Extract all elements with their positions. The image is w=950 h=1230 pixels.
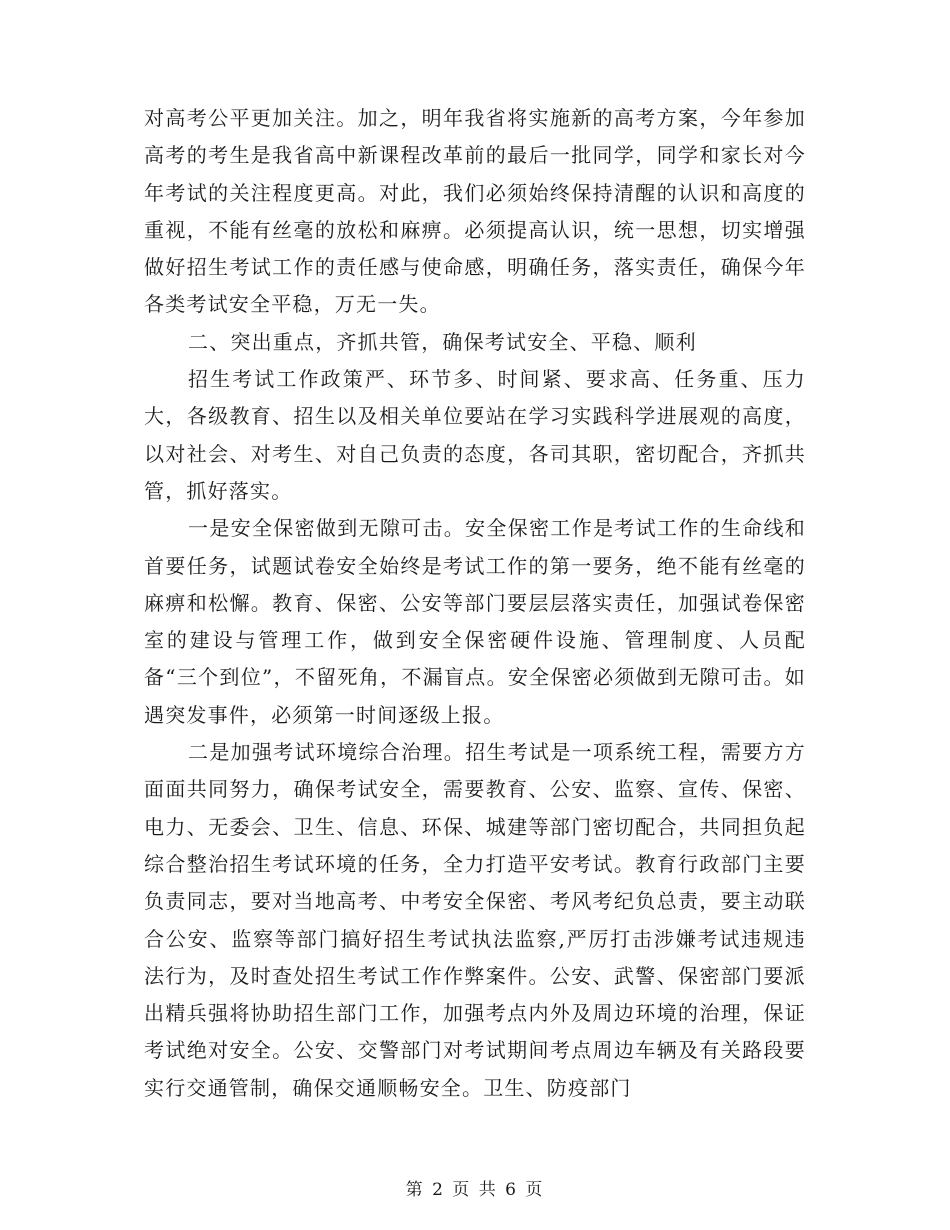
paragraph-intro: 招生考试工作政策严、环节多、时间紧、要求高、任务重、压力大，各级教育、招生以及相关单位要站在学习实践科学进展观的高度，以对社会、对考生、对自己负责的态度，各司其职，密切配合，齐抓共管，抓好落实。 (144, 367, 806, 503)
page-number-footer: 第 2 页 共 6 页 (405, 1180, 545, 1200)
document-body (144, 100, 806, 1107)
paragraph-security: 一是安全保密做到无隙可击。安全保密工作是考试工作的生命线和首要任务，试题试卷安全始终是考试工作的第一要务，绝不能有丝毫的麻痹和松懈。教育、保密、公安等部门要层层落实责任，加强试卷保密室的建设与管理工作，做到安全保密硬件设施、管理制度、人员配备“三个到位”，不留死角，不漏盲点。安全保密必须做到无隙可击。如遇突发事件，必须第一时间逐级上报。 (144, 516, 806, 727)
section-heading: 二、突出重点，齐抓共管，确保考试安全、平稳、顺利 (188, 329, 697, 354)
paragraph-environment: 二是加强考试环境综合治理。招生考试是一项系统工程，需要方方面面共同努力，确保考试安全，需要教育、公安、监察、宣传、保密、电力、无委会、卫生、信息、环保、城建等部门密切配合，共同担负起综合整治招生考试环境的任务，全力打造平安考试。教育行政部门主要负责同志，要对当地高考、中考安全保密、考风考纪负总责，要主动联合公安、监察等部门搞好招生考试执法监察,严厉打击涉嫌考试违规违法行为，及时查处招生考试工作作弊案件。公安、武警、保密部门要派出精兵强将协助招生部门工作，加强考点内外及周边环境的治理，保证考试绝对安全。公安、交警部门对考试期间考点周边车辆及有关路段要实行交通管制，确保交通顺畅安全。卫生、防疫部门 (144, 740, 806, 1100)
paragraph-continuation: 对高考公平更加关注。加之，明年我省将实施新的高考方案，今年参加高考的考生是我省高中新课程改革前的最后一批同学，同学和家长对今年考试的关注程度更高。对此，我们必须始终保持清醒的认识和高度的重视，不能有丝毫的放松和麻痹。必须提高认识，统一思想，切实增强做好招生考试工作的责任感与使命感，明确任务，落实责任，确保今年各类考试安全平稳，万无一失。 (144, 106, 806, 317)
